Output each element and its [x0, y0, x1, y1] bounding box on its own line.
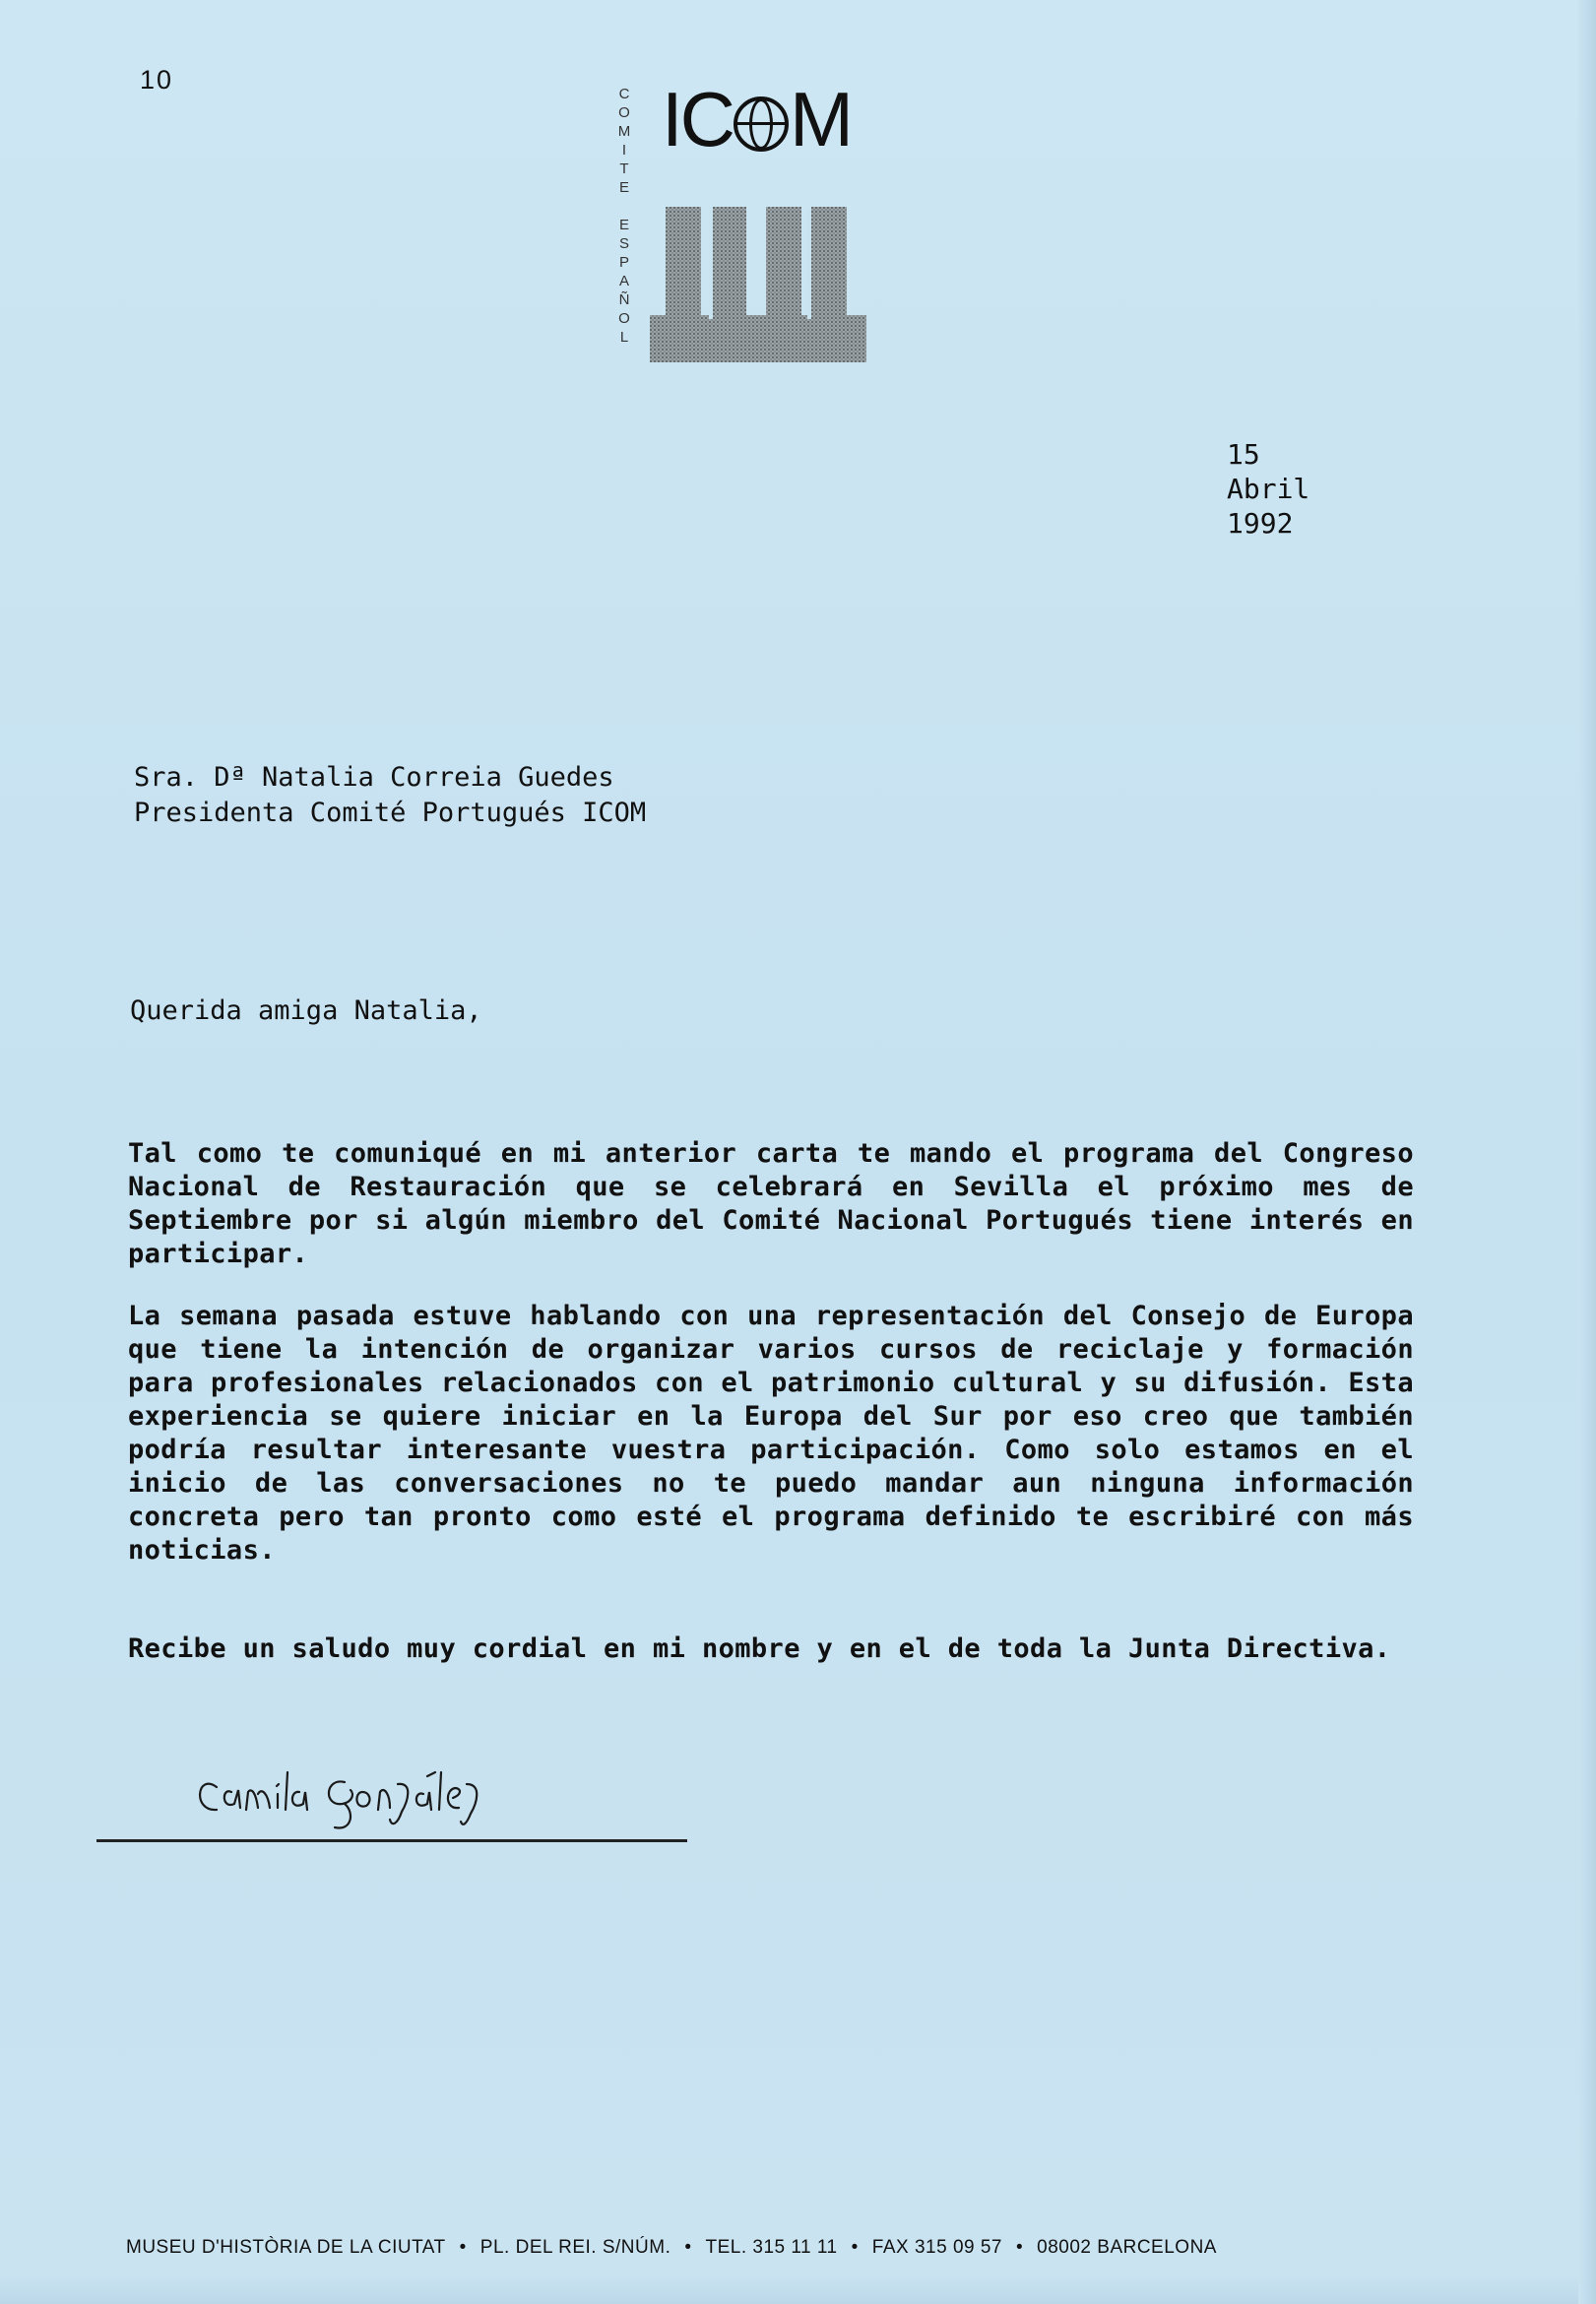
vertical-letter: T	[619, 160, 629, 177]
recipient-block	[134, 760, 646, 831]
footer-separator: •	[851, 2237, 859, 2258]
footer-museum: MUSEU D'HISTÒRIA DE LA CIUTAT	[126, 2237, 446, 2258]
paragraph-3: Recibe un saludo muy cordial en mi nombre y en el de toda la Junta Directiva.	[128, 1633, 1391, 1664]
vertical-letter: C	[618, 86, 630, 102]
letter-date	[1227, 437, 1309, 541]
vertical-letter: O	[618, 104, 630, 121]
page-number: 10	[140, 65, 174, 95]
vertical-letter	[612, 197, 636, 216]
paragraph-1: Tal como te comuniqué en mi anterior carta te mando el programa del Congreso Nacional de Restauración que se celebrará en Sevilla el próximo mes de Septiembre por si algún miembro del Comité Nacional Portugués tiene interés en participar.	[128, 1138, 1414, 1269]
footer-separator: •	[1016, 2237, 1024, 2258]
footer-city: 08002 BARCELONA	[1037, 2237, 1217, 2258]
vertical-letter: O	[618, 310, 630, 327]
recipient-name: Sra. Dª Natalia Correia Guedes	[134, 762, 614, 793]
date-month: Abril	[1227, 473, 1310, 505]
page-bottom-edge	[0, 2274, 1596, 2304]
icom-logo-word	[662, 75, 851, 164]
logo-word-right: M	[790, 76, 851, 162]
vertical-letter: P	[618, 254, 629, 271]
logo-word-left: IC	[662, 76, 733, 162]
page-right-edge	[1578, 0, 1596, 2304]
globe-icon	[734, 96, 789, 152]
date-year: 1992	[1227, 507, 1294, 540]
handwritten-signature	[187, 1733, 581, 1841]
vertical-letter: A	[618, 273, 629, 289]
footer-address: PL. DEL REI. S/NÚM.	[479, 2237, 671, 2258]
signature-line	[96, 1839, 687, 1842]
recipient-title: Presidenta Comité Portugués ICOM	[134, 798, 647, 828]
vertical-letter: S	[618, 235, 629, 252]
vertical-letter: Ñ	[618, 291, 630, 308]
vertical-letter: I	[621, 142, 627, 159]
footer-separator: •	[684, 2237, 692, 2258]
salutation: Querida amiga Natalia,	[130, 995, 482, 1026]
date-day: 15	[1227, 438, 1260, 471]
vertical-letter: E	[618, 179, 629, 196]
letterhead-footer	[126, 2237, 1217, 2259]
footer-fax: FAX 315 09 57	[871, 2237, 1002, 2258]
paragraph-2: La semana pasada estuve hablando con una representación del Consejo de Europa que tiene la intención de organizar varios cursos de reciclaje y formación para profesionales relacionados con el patrimonio cultural y su difusión. Esta experiencia se quiere iniciar en la Europa del Sur por eso creo que también podría resultar interesante vuestra participación. Como solo estamos en el inicio de las conversaciones no te puedo mandar aun ninguna información concreta pero tan pronto como esté el programa definido te escribiré con más noticias.	[128, 1301, 1414, 1566]
vertical-letter: M	[617, 123, 631, 140]
vertical-letter: E	[618, 217, 629, 233]
footer-separator: •	[459, 2237, 467, 2258]
vertical-letter: L	[619, 329, 629, 346]
icom-logo-mark	[650, 207, 866, 374]
letterhead-vertical-text	[612, 85, 636, 347]
footer-tel: TEL. 315 11 11	[705, 2237, 838, 2258]
